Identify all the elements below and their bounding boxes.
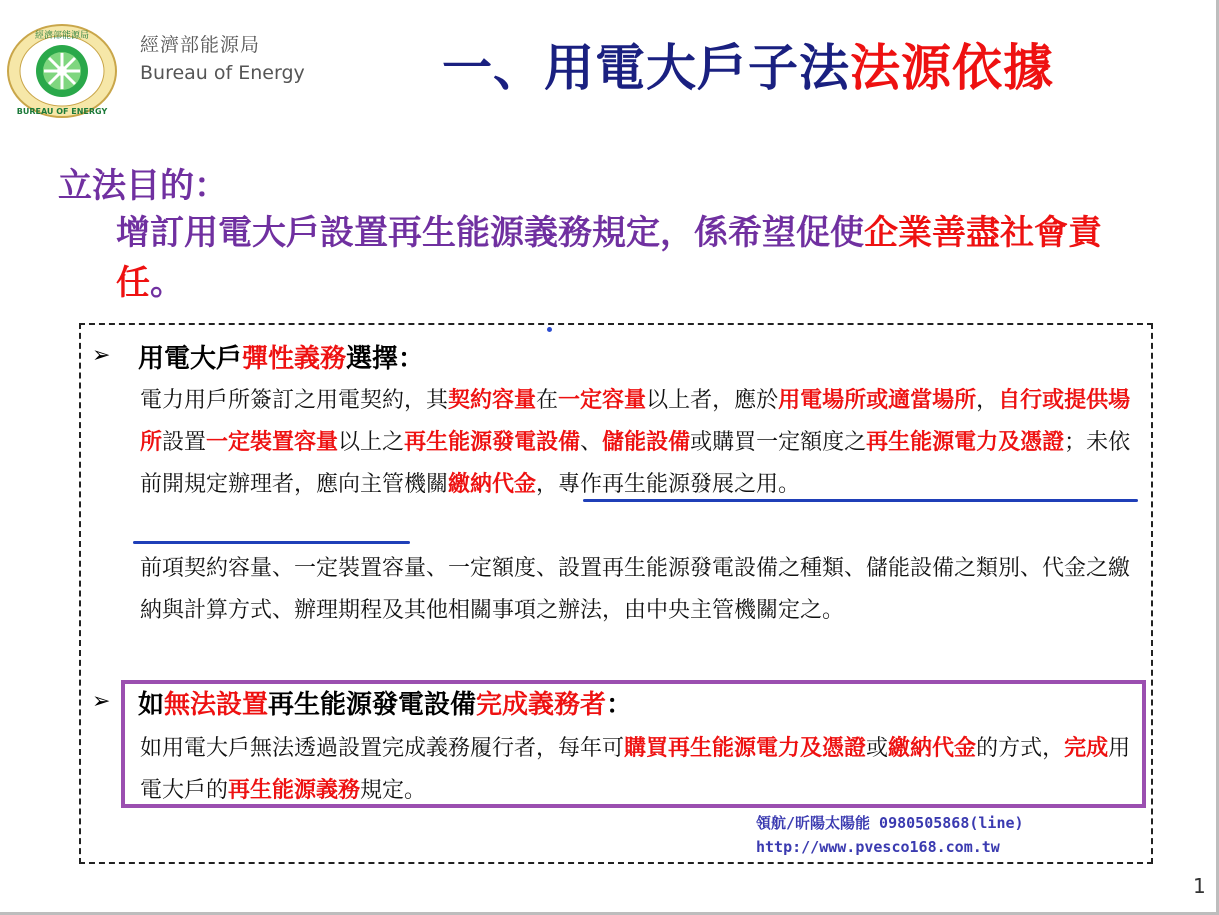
section2-paragraph xyxy=(140,728,1140,812)
credit-line-2: http://www.pvesco168.com.tw xyxy=(756,838,1000,856)
text-run: ；未依前開規定辦理者，應向主管機關 xyxy=(140,430,1131,497)
text-run: 以上之 xyxy=(338,430,405,455)
credit-line-1: 領航/昕陽太陽能 0980505868(line) xyxy=(756,814,1024,832)
highlighted-text: 繳納代金 xyxy=(448,472,537,497)
logo-text-bottom: BUREAU OF ENERGY xyxy=(16,107,108,116)
underline-mark xyxy=(583,499,1138,502)
text-run: 如用電大戶無法透過設置完成義務履行者，每年可 xyxy=(140,736,625,761)
logo-text-top: 經濟部能源局 xyxy=(34,31,90,41)
highlighted-text: 購買再生能源電力及憑證 xyxy=(624,736,867,761)
highlighted-text: 再生能源義務 xyxy=(228,778,361,803)
text-run: 在 xyxy=(536,388,559,413)
highlighted-text: 完成 xyxy=(1064,736,1109,761)
text-run: 再生能源發電設備 xyxy=(268,690,477,720)
section2-heading xyxy=(138,684,632,721)
text-run: ， xyxy=(976,388,999,413)
text-run: 以上者，應於 xyxy=(646,388,779,413)
highlighted-text: 完成義務者 xyxy=(476,690,607,720)
section1-heading-a: 用電大戶 xyxy=(138,344,243,374)
highlighted-text: 繳納代金 xyxy=(888,736,977,761)
bureau-of-energy-logo xyxy=(6,22,118,120)
section1-paragraph-2: 前項契約容量、一定裝置容量、一定額度、設置再生能源發電設備之種類、儲能設備之類別、代金之繳納與計算方式、辦理期程及其他相關事項之辦法，由中央主管機關定之。 xyxy=(140,556,1131,623)
highlighted-text: 自行或提供場所 xyxy=(140,388,1131,455)
page-number: 1 xyxy=(1193,874,1206,898)
text-run: 、 xyxy=(580,430,603,455)
highlighted-text: 契約容量 xyxy=(448,388,537,413)
purpose-text-end: 。 xyxy=(150,263,184,303)
text-run: 的方式， xyxy=(976,736,1065,761)
text-run: 或 xyxy=(866,736,889,761)
bullet-arrow-icon: ➢ xyxy=(92,689,111,714)
org-name-en: Bureau of Energy xyxy=(140,62,305,84)
title-highlight: 法源依據 xyxy=(850,39,1054,97)
purpose-heading: 立法目的： xyxy=(58,166,228,206)
org-name-zh: 經濟部能源局 xyxy=(140,34,261,56)
text-run: 規定。 xyxy=(360,778,427,803)
text-run: 如 xyxy=(138,690,165,720)
page-title xyxy=(442,28,1054,100)
highlighted-text: 無法設置 xyxy=(164,690,269,720)
highlighted-text: 用電場所或適當場所 xyxy=(778,388,977,413)
highlighted-text: 再生能源發電設備 xyxy=(404,430,581,455)
section1-heading-c: 選擇： xyxy=(346,344,425,374)
section1-paragraph-1 xyxy=(140,380,1140,506)
purpose-text xyxy=(116,208,1106,308)
highlighted-text: 一定容量 xyxy=(558,388,647,413)
text-run: 或購買一定額度之 xyxy=(690,430,867,455)
purpose-text-highlight: 企業善盡社會責任 xyxy=(116,213,1102,303)
underline-mark xyxy=(133,541,410,544)
highlighted-text: 再生能源電力及憑證 xyxy=(866,430,1065,455)
highlighted-text: 一定裝置容量 xyxy=(206,430,339,455)
text-run: 用電大戶的 xyxy=(140,736,1131,803)
text-run: 電力用戶所簽訂之用電契約，其 xyxy=(140,388,449,413)
highlighted-text: 儲能設備 xyxy=(602,430,691,455)
blue-dot-marker xyxy=(547,327,552,332)
text-run: 設置 xyxy=(162,430,207,455)
text-run: ： xyxy=(606,690,633,720)
section1-heading xyxy=(138,338,424,375)
title-main: 一、用電大戶子法 xyxy=(442,39,850,97)
bullet-arrow-icon: ➢ xyxy=(92,343,111,368)
purpose-text-normal: 增訂用電大戶設置再生能源義務規定，係希望促使 xyxy=(116,213,864,253)
section1-heading-b: 彈性義務 xyxy=(242,344,347,374)
text-run: ，專作再生能源發展之用。 xyxy=(536,472,801,497)
